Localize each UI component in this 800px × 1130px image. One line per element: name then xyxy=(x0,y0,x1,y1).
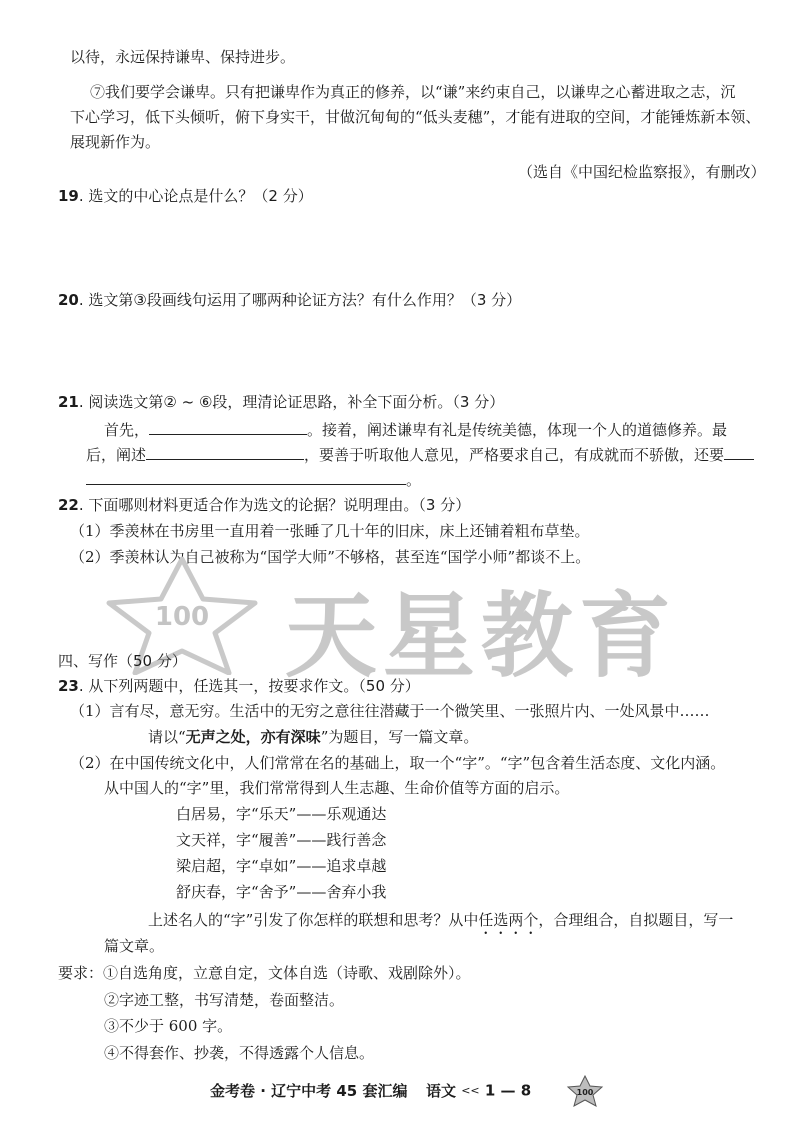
prompt-text: 请以“ xyxy=(148,728,186,746)
q23-option-1: （1）言有尽，意无穷。生活中的无穷之意往往潜藏于一个微笑里、一张照片内、一处风景中…… xyxy=(70,702,710,720)
name-item: 梁启超，字“卓如”——追求卓越 xyxy=(176,857,387,875)
watermark-logo-number: 100 xyxy=(154,602,210,632)
requirements xyxy=(58,963,471,983)
q22-option-1: （1）季羡林在书房里一直用着一张睡了几十年的旧床，床上还铺着粗布草垫。 xyxy=(70,522,590,540)
footer-logo-number: 100 xyxy=(576,1088,594,1097)
q21-text: 。接着，阐述谦卑有礼是传统美德，体现一个人的道德修养。最 xyxy=(307,421,728,439)
prompt-text: ”为题目，写一篇文章。 xyxy=(320,728,479,746)
q21-first-label: 首先， xyxy=(104,421,150,439)
prompt-text: ，合理组合，自拟题目，写一 xyxy=(538,911,734,929)
q23-option-1-prompt xyxy=(148,727,478,747)
requirements-label: 要求： xyxy=(58,964,104,982)
requirement-item: ④不得套作、抄袭，不得透露个人信息。 xyxy=(104,1044,375,1062)
footer-page: 1 — 8 xyxy=(484,1081,532,1100)
question-number: 23 xyxy=(58,677,79,695)
question-text: . 下面哪则材料更适合作为选文的论据？说明理由。（3 分） xyxy=(78,496,471,514)
answer-blank-2[interactable] xyxy=(146,445,304,460)
section-4-title: 四、写作（50 分） xyxy=(58,652,187,670)
name-item: 白居易，字“乐天”——乐观通达 xyxy=(176,805,387,823)
answer-blank-3[interactable] xyxy=(724,445,754,460)
question-20 xyxy=(58,290,521,310)
question-23 xyxy=(58,676,420,696)
q21-line-2 xyxy=(86,445,754,465)
answer-blank-3-cont[interactable] xyxy=(86,470,406,485)
passage-paragraph-7-line: 展现新作为。 xyxy=(70,133,161,151)
passage-paragraph-7-line: ⑦我们要学会谦卑。只有把谦卑作为真正的修养，以“谦”来约束自己，以谦卑之心蓄进取之志，沉 xyxy=(90,83,736,101)
question-number: 21 xyxy=(58,393,79,411)
q21-text: 后，阐述 xyxy=(86,446,147,464)
q23-option-2-line: 从中国人的“字”里，我们常常得到人生志趣、生命价值等方面的启示。 xyxy=(104,779,570,797)
requirement-item: ③不少于 600 字。 xyxy=(104,1017,233,1035)
q23-option-2: （2）在中国传统文化中，人们常常在名的基础上，取一个“字”。“字”包含着生活态度、文化内涵。 xyxy=(70,754,726,772)
prompt-text: 上述名人的“字”引发了你怎样的联想和思考？从中 xyxy=(148,911,479,929)
footer-subject: 语文 xyxy=(425,1082,456,1100)
emphasized-text: 任选两个 xyxy=(478,911,539,929)
answer-blank-1[interactable] xyxy=(149,420,307,435)
page-footer xyxy=(210,1080,531,1106)
question-text: . 阅读选文第② ~ ⑥段，理清论证思路，补全下面分析。（3 分） xyxy=(78,393,505,411)
q21-end: 。 xyxy=(406,471,422,489)
passage-paragraph-7-line: 下心学习，低下头倾听，俯下身实干，甘做沉甸甸的“低头麦穗”，才能有进取的空间，才能锤炼新本领、 xyxy=(70,108,761,126)
q23-option-2-prompt-line: 篇文章。 xyxy=(104,937,165,955)
question-text: . 从下列两题中，任选其一，按要求作文。（50 分） xyxy=(78,677,420,695)
q21-line-3 xyxy=(86,470,421,490)
essay-title: 无声之处，亦有深味 xyxy=(185,728,321,746)
watermark-text: 天星教育 xyxy=(285,583,678,690)
requirement-item: ②字迹工整，书写清楚，卷面整洁。 xyxy=(104,991,345,1009)
question-number: 22 xyxy=(58,496,79,514)
footer-title: 金考卷 · 辽宁中考 45 套汇编 xyxy=(210,1082,408,1100)
q21-text: ，要善于听取他人意见，严格要求自己，有成就而不骄傲，还要 xyxy=(304,446,725,464)
question-22 xyxy=(58,495,470,515)
question-number: 20 xyxy=(58,291,79,309)
q21-line-1 xyxy=(104,420,727,440)
name-item: 舒庆春，字“舍予”——舍弃小我 xyxy=(176,883,387,901)
footer-marker: << xyxy=(461,1084,480,1097)
passage-line: 以待，永远保持谦卑、保持进步。 xyxy=(70,48,296,66)
question-19 xyxy=(58,186,313,206)
q23-option-2-prompt xyxy=(148,910,733,938)
question-text: . 选文的中心论点是什么？（2 分） xyxy=(78,187,313,205)
question-number: 19 xyxy=(58,187,79,205)
q22-option-2: （2）季羡林认为自己被称为“国学大师”不够格，甚至连“国学小师”都谈不上。 xyxy=(70,548,591,566)
question-text: . 选文第③段画线句运用了哪两种论证方法？有什么作用？（3 分） xyxy=(78,291,522,309)
passage-source: （选自《中国纪检监察报》，有删改） xyxy=(518,163,766,181)
name-item: 文天祥，字“履善”——践行善念 xyxy=(176,831,387,849)
footer-star-logo-icon xyxy=(565,1074,605,1108)
question-21 xyxy=(58,392,504,412)
requirement-item: ①自选角度，立意自定，文体自选（诗歌、戏剧除外）。 xyxy=(103,964,471,982)
